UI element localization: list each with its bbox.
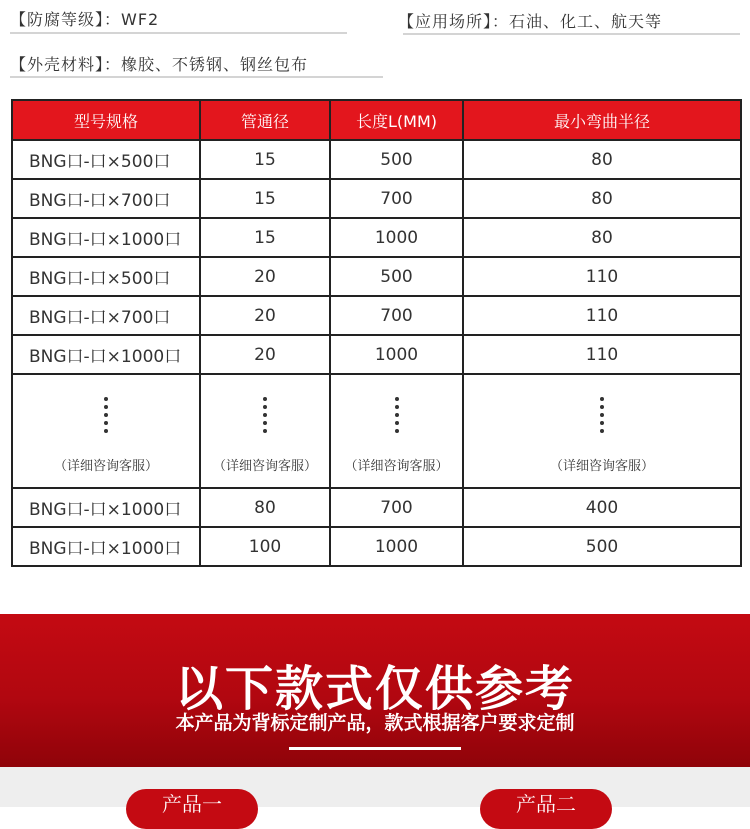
ellipsis-cell bbox=[330, 374, 463, 488]
banner-divider bbox=[289, 747, 461, 750]
ellipsis-cell bbox=[200, 374, 330, 488]
cell-model: BNG口-口×1000口 bbox=[12, 527, 200, 566]
cell-diameter: 100 bbox=[200, 527, 330, 566]
consult-note: （详细咨询客服） bbox=[53, 459, 158, 474]
cell-model: BNG口-口×1000口 bbox=[12, 218, 200, 257]
table-row bbox=[12, 257, 741, 296]
attr-value: 石油、化工、航天等 bbox=[509, 12, 663, 31]
cell-length: 1000 bbox=[330, 335, 463, 374]
table-row bbox=[12, 488, 741, 527]
cell-length: 500 bbox=[330, 257, 463, 296]
attr-anticorrosion bbox=[10, 7, 159, 30]
attr-application bbox=[398, 9, 662, 32]
cell-diameter: 20 bbox=[200, 257, 330, 296]
table-header-row bbox=[12, 100, 741, 140]
attr-value: WF2 bbox=[121, 10, 160, 29]
cell-model: BNG口-口×500口 bbox=[12, 140, 200, 179]
cell-length: 1000 bbox=[330, 218, 463, 257]
column-header-bend-radius: 最小弯曲半径 bbox=[463, 100, 741, 140]
cell-model: BNG口-口×1000口 bbox=[12, 488, 200, 527]
attr-underline bbox=[10, 76, 383, 78]
cell-bend-radius: 80 bbox=[463, 140, 741, 179]
ellipsis-cell bbox=[12, 374, 200, 488]
cell-diameter: 15 bbox=[200, 140, 330, 179]
attr-shell-material bbox=[10, 52, 308, 75]
cell-bend-radius: 400 bbox=[463, 488, 741, 527]
cell-diameter: 80 bbox=[200, 488, 330, 527]
table-row bbox=[12, 179, 741, 218]
product-section bbox=[0, 767, 750, 807]
cell-length: 1000 bbox=[330, 527, 463, 566]
cell-bend-radius: 80 bbox=[463, 218, 741, 257]
tab-product-2[interactable]: 产品二 bbox=[480, 789, 612, 829]
attr-key: 【防腐等级】： bbox=[10, 10, 122, 29]
cell-diameter: 15 bbox=[200, 179, 330, 218]
cell-bend-radius: 80 bbox=[463, 179, 741, 218]
banner-subtitle: 本产品为背标定制产品，款式根据客户要求定制 bbox=[175, 712, 575, 734]
attr-underline bbox=[403, 33, 740, 35]
cell-length: 700 bbox=[330, 179, 463, 218]
spec-table bbox=[11, 99, 742, 567]
cell-bend-radius: 500 bbox=[463, 527, 741, 566]
column-header-length: 长度L(MM) bbox=[330, 100, 463, 140]
cell-diameter: 20 bbox=[200, 296, 330, 335]
attr-key: 【应用场所】： bbox=[398, 12, 510, 31]
cell-bend-radius: 110 bbox=[463, 335, 741, 374]
attr-underline bbox=[10, 32, 347, 34]
cell-model: BNG口-口×500口 bbox=[12, 257, 200, 296]
cell-length: 500 bbox=[330, 140, 463, 179]
attr-value: 橡胶、不锈钢、钢丝包布 bbox=[121, 55, 309, 74]
table-row bbox=[12, 218, 741, 257]
reference-banner bbox=[0, 614, 750, 767]
banner-title: 以下款式仅供参考 bbox=[174, 661, 575, 717]
cell-length: 700 bbox=[330, 296, 463, 335]
cell-bend-radius: 110 bbox=[463, 296, 741, 335]
table-row bbox=[12, 335, 741, 374]
vertical-ellipsis-icon bbox=[464, 375, 740, 437]
table-row bbox=[12, 527, 741, 566]
table-row bbox=[12, 296, 741, 335]
ellipsis-cell bbox=[463, 374, 741, 488]
consult-note: （详细咨询客服） bbox=[212, 459, 317, 474]
table-row-ellipsis bbox=[12, 374, 741, 488]
attr-key: 【外壳材料】： bbox=[10, 55, 122, 74]
table-row bbox=[12, 140, 741, 179]
vertical-ellipsis-icon bbox=[201, 375, 329, 437]
cell-bend-radius: 110 bbox=[463, 257, 741, 296]
cell-length: 700 bbox=[330, 488, 463, 527]
column-header-diameter: 管通径 bbox=[200, 100, 330, 140]
consult-note: （详细咨询客服） bbox=[344, 459, 449, 474]
cell-diameter: 20 bbox=[200, 335, 330, 374]
consult-note: （详细咨询客服） bbox=[549, 459, 654, 474]
vertical-ellipsis-icon bbox=[331, 375, 462, 437]
cell-model: BNG口-口×1000口 bbox=[12, 335, 200, 374]
vertical-ellipsis-icon bbox=[13, 375, 199, 437]
cell-diameter: 15 bbox=[200, 218, 330, 257]
tab-product-1[interactable]: 产品一 bbox=[126, 789, 258, 829]
cell-model: BNG口-口×700口 bbox=[12, 296, 200, 335]
column-header-model: 型号规格 bbox=[12, 100, 200, 140]
cell-model: BNG口-口×700口 bbox=[12, 179, 200, 218]
